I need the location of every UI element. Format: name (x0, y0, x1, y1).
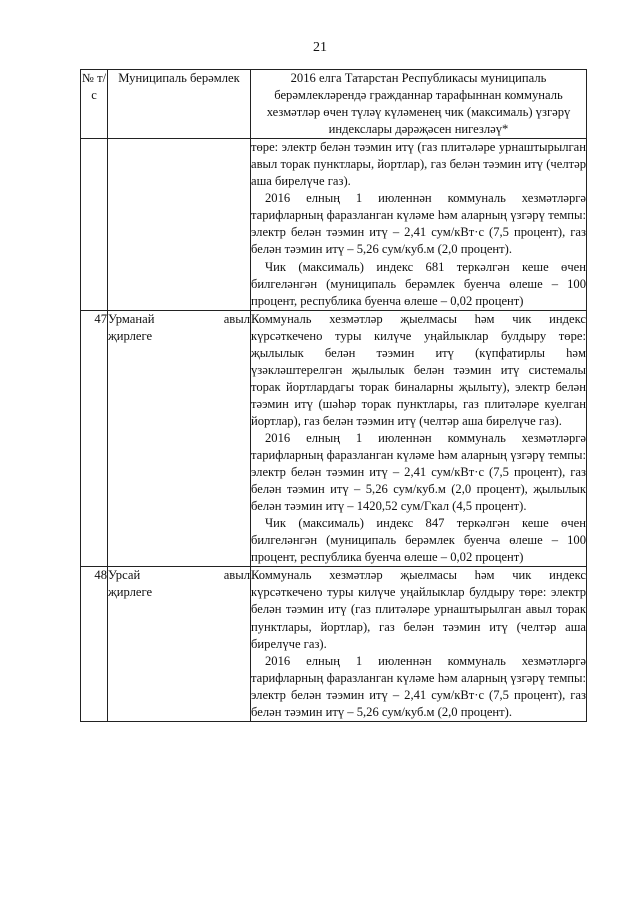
row-number: 48 (81, 567, 108, 721)
municipality-name: Урманай (108, 311, 155, 326)
row-municipality (108, 310, 251, 567)
header-municipality: Муниципаль берәмлек (108, 70, 251, 139)
municipality-type: авыл (223, 311, 250, 326)
paragraph: Коммуналь хезмәтләр җыелмасы һәм чик индекс күрсәткечено туры килүче уңайлыклар булдыру төре: җылылык белән тәэмин итү (күпфатирлы һәм үзәкләштерелгән җылылык белән тәэмин итү системалы торак йортлардагы торак биналарны җылыту), электр белән тәэмин итү (шәһәр торак пунктлары, газ плитәләре куелган йортлар), газ белән тәэмин итү (челтәр аша бирелүче газ). (251, 311, 586, 428)
municipality-type: авыл (223, 568, 250, 583)
paragraph: 2016 елның 1 июленнән коммуналь хезмәтләргә тарифларның фаразланган күләме һәм аларның үзгәрү темпы: электр белән тәэмин итү – 2,41 сум/кВт·с (7,5 процент), газ белән тәэмин итү – 5,26 сум/куб.м (2,0 процент), җылылык белән тәэмин итү – 1420,52 сум/Гкал (4,5 процент). (251, 430, 586, 514)
paragraph: Коммуналь хезмәтләр җыелмасы һәм чик индекс күрсәткечено туры килүче уңайлыклар булдыру төре: электр белән тәэмин итү (газ плитәләре урнаштырылган авыл торак пунктлары, йортлар), газ белән тәэмин итү (челтәр аша бирелүче газ). (251, 568, 586, 651)
row-number (81, 139, 108, 310)
row-justification (251, 310, 587, 567)
row-justification (251, 567, 587, 721)
row-number: 47 (81, 310, 108, 567)
row-municipality (108, 139, 251, 310)
header-index-justification: 2016 елга Татарстан Республикасы муниципаль берәмлекләрендә гражданнар тарафыннан коммуналь хезмәтләр өчен түләү күләменең чик (максималь) үзгәрү индекслары дәрәҗәсен нигезләү* (251, 70, 587, 139)
page-number: 21 (313, 40, 327, 55)
table-row (81, 139, 587, 310)
row-municipality (108, 567, 251, 721)
municipality-suffix: җирлеге (108, 585, 153, 600)
paragraph: төре: электр белән тәэмин итү (газ плитәләре урнаштырылган авыл торак пунктлары, йортлар), газ белән тәэмин итү (челтәр аша бирелүче газ). (251, 140, 586, 189)
municipality-name: Урсай (108, 568, 141, 583)
table-header-row (81, 70, 587, 139)
paragraph: Чик (максималь) индекс 847 теркәлгән кеше өчен билгеләнгән (муниципаль берәмлек буенча өлеше – 100 процент, республика буенча өлеше – 0,02 процент) (251, 516, 586, 565)
paragraph: 2016 елның 1 июленнән коммуналь хезмәтләргә тарифларның фаразланган күләме һәм аларның үзгәрү темпы: электр белән тәэмин итү – 2,41 сум/кВт·с (7,5 процент), газ белән тәэмин итү – 5,26 сум/куб.м (2,0 процент). (251, 191, 586, 257)
paragraph: Чик (максималь) индекс 681 теркәлгән кеше өчен билгеләнгән (муниципаль берәмлек буенча өлеше – 100 процент, республика буенча өлеше – 0,02 процент) (251, 259, 586, 308)
municipal-index-table (80, 69, 587, 722)
paragraph: 2016 елның 1 июленнән коммуналь хезмәтләргә тарифларның фаразланган күләме һәм аларның үзгәрү темпы: электр белән тәэмин итү – 2,41 сум/кВт·с (7,5 процент), газ белән тәэмин итү – 5,26 сум/куб.м (2,0 процент). (251, 653, 586, 719)
municipality-suffix: җирлеге (108, 328, 153, 343)
table-row (81, 567, 587, 721)
row-justification (251, 139, 587, 310)
header-number: № т/с (81, 70, 108, 139)
table-row (81, 310, 587, 567)
